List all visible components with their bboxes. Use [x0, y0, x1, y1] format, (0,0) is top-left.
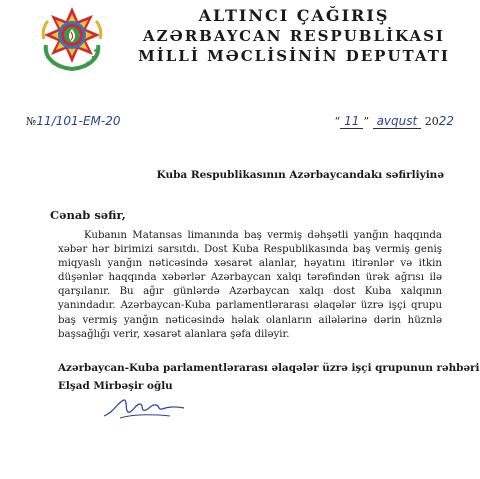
handwritten-signature-icon — [100, 394, 190, 424]
date-month: avqust — [373, 114, 422, 129]
body-paragraph: Kubanın Matansas limanında baş vermiş dəhşətli yanğın haqqında xəbər hər birimizi sarsıtdı. Dost Kuba Respublikasında baş vermiş geniş miqyaslı yanğın nəticəsində xəsarət alanlar, həyatını itirənlər və itkin düşənlər haqqında xəbərlər Azərbaycan xalqı tərəfindən ürək ağrısı ilə qarşılanır. Bu ağır günlərdə Azərbaycan xalqı dost Kuba xalqının yanındadır. Azərbaycan-Kuba parlamentlərarası əlaqələr üzrə işçi qrupu baş vermiş yanğın nəticəsində həlak olanların ailələrinə dərin hüznlə başsağlığı verir, xəsarət alanlara şəfa diləyir. — [58, 230, 442, 340]
azerbaijan-emblem-icon — [36, 5, 108, 71]
date-year-suffix: 22 — [438, 114, 454, 128]
signatory-position: Azərbaycan-Kuba parlamentlərarası əlaqələr üzrə işçi qrupunun rəhbəri — [58, 362, 480, 374]
date-year-prefix: 20 — [424, 115, 439, 128]
letter-body — [58, 229, 442, 342]
number-prefix: № — [26, 115, 37, 128]
greeting: Cənab səfir, — [50, 208, 126, 222]
document-number — [26, 114, 121, 128]
number-value: 11/101-EM-20 — [36, 114, 121, 128]
recipient: Kuba Respublikasının Azərbaycandakı səfirliyinə — [156, 169, 444, 181]
header-line-3: MİLLİ MƏCLİSİNİN DEPUTATI — [138, 47, 450, 65]
header-line-1: ALTINCI ÇAĞIRIŞ — [198, 6, 390, 25]
date-open-quote: “ — [334, 115, 341, 128]
document-date — [335, 114, 454, 129]
date-day: 11 — [340, 114, 363, 129]
date-close-quote: ” — [363, 115, 370, 128]
header-line-2: AZƏRBAYCAN RESPUBLİKASI — [143, 27, 445, 45]
signatory-name: Elşad Mirbəşir oğlu — [58, 380, 173, 392]
